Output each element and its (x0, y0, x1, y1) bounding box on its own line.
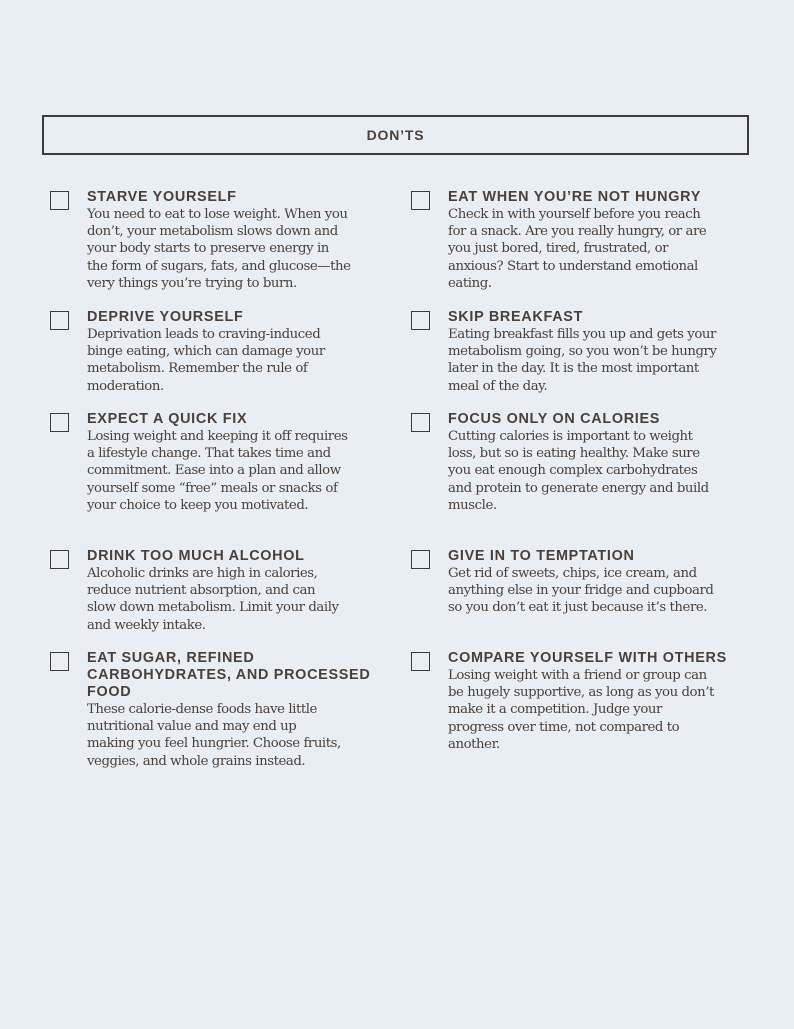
checkbox[interactable] (411, 413, 430, 432)
checkbox[interactable] (50, 413, 69, 432)
item-description: These calorie-dense foods have little nutritional value and may end up making you feel hungrier. Choose fruits, veggies, and whole grains instead. (87, 702, 341, 769)
checkbox[interactable] (411, 652, 430, 671)
checkbox[interactable] (411, 550, 430, 569)
dont-item-give-in-to-temptation (448, 548, 738, 617)
item-description: Losing weight and keeping it off requires a lifestyle change. That takes time and commitment. Ease into a plan and allow yourself some “free” meals or snacks of your choice to keep you motivated. (87, 429, 348, 513)
item-title: DEPRIVE YOURSELF (87, 309, 244, 325)
item-description: Get rid of sweets, chips, ice cream, and anything else in your fridge and cupboard so you don’t eat it just because it’s there. (448, 566, 714, 616)
item-title: STARVE YOURSELF (87, 189, 237, 205)
dont-item-expect-quick-fix (87, 411, 377, 514)
page-title: DON’TS (366, 127, 425, 143)
checkbox[interactable] (411, 191, 430, 210)
checkbox[interactable] (50, 652, 69, 671)
dont-item-eat-when-not-hungry (448, 189, 738, 292)
item-description: You need to eat to lose weight. When you don’t, your metabolism slows down and your body starts to preserve energy in the form of sugars, fats, and glucose—the very things you’re trying to burn. (87, 207, 351, 291)
checkbox[interactable] (50, 191, 69, 210)
dont-item-compare-yourself (448, 650, 738, 753)
checkbox[interactable] (50, 550, 69, 569)
item-description: Alcoholic drinks are high in calories, reduce nutrient absorption, and can slow down metabolism. Limit your daily and weekly intake. (87, 566, 339, 633)
item-title: EXPECT A QUICK FIX (87, 411, 248, 427)
dont-item-skip-breakfast (448, 309, 738, 395)
item-description: Check in with yourself before you reach for a snack. Are you really hungry, or are you just bored, tired, frustrated, or anxious? Start to understand emotional eating. (448, 207, 707, 291)
item-title: GIVE IN TO TEMPTATION (448, 548, 635, 564)
item-title: EAT SUGAR, REFINED CARBOHYDRATES, AND PROCESSED FOOD (87, 650, 371, 700)
checkbox[interactable] (411, 311, 430, 330)
item-description: Losing weight with a friend or group can be hugely supportive, as long as you don’t make it a competition. Judge your progress over time, not compared to another. (448, 668, 714, 752)
dont-item-focus-only-on-calories (448, 411, 738, 514)
item-description: Deprivation leads to craving-induced binge eating, which can damage your metabolism. Remember the rule of moderation. (87, 327, 325, 394)
item-title: COMPARE YOURSELF WITH OTHERS (448, 650, 727, 666)
item-title: DRINK TOO MUCH ALCOHOL (87, 548, 305, 564)
item-description: Cutting calories is important to weight loss, but so is eating healthy. Make sure you eat enough complex carbohydrates and protein to generate energy and build muscle. (448, 429, 709, 513)
item-title: FOCUS ONLY ON CALORIES (448, 411, 661, 427)
dont-item-deprive-yourself (87, 309, 377, 395)
checkbox[interactable] (50, 311, 69, 330)
dont-item-drink-too-much-alcohol (87, 548, 377, 634)
dont-item-eat-sugar (87, 650, 377, 770)
donts-header-box (42, 115, 749, 155)
item-title: EAT WHEN YOU’RE NOT HUNGRY (448, 189, 701, 205)
item-description: Eating breakfast fills you up and gets your metabolism going, so you won’t be hungry later in the day. It is the most important meal of the day. (448, 327, 717, 394)
dont-item-starve-yourself (87, 189, 377, 292)
item-title: SKIP BREAKFAST (448, 309, 584, 325)
